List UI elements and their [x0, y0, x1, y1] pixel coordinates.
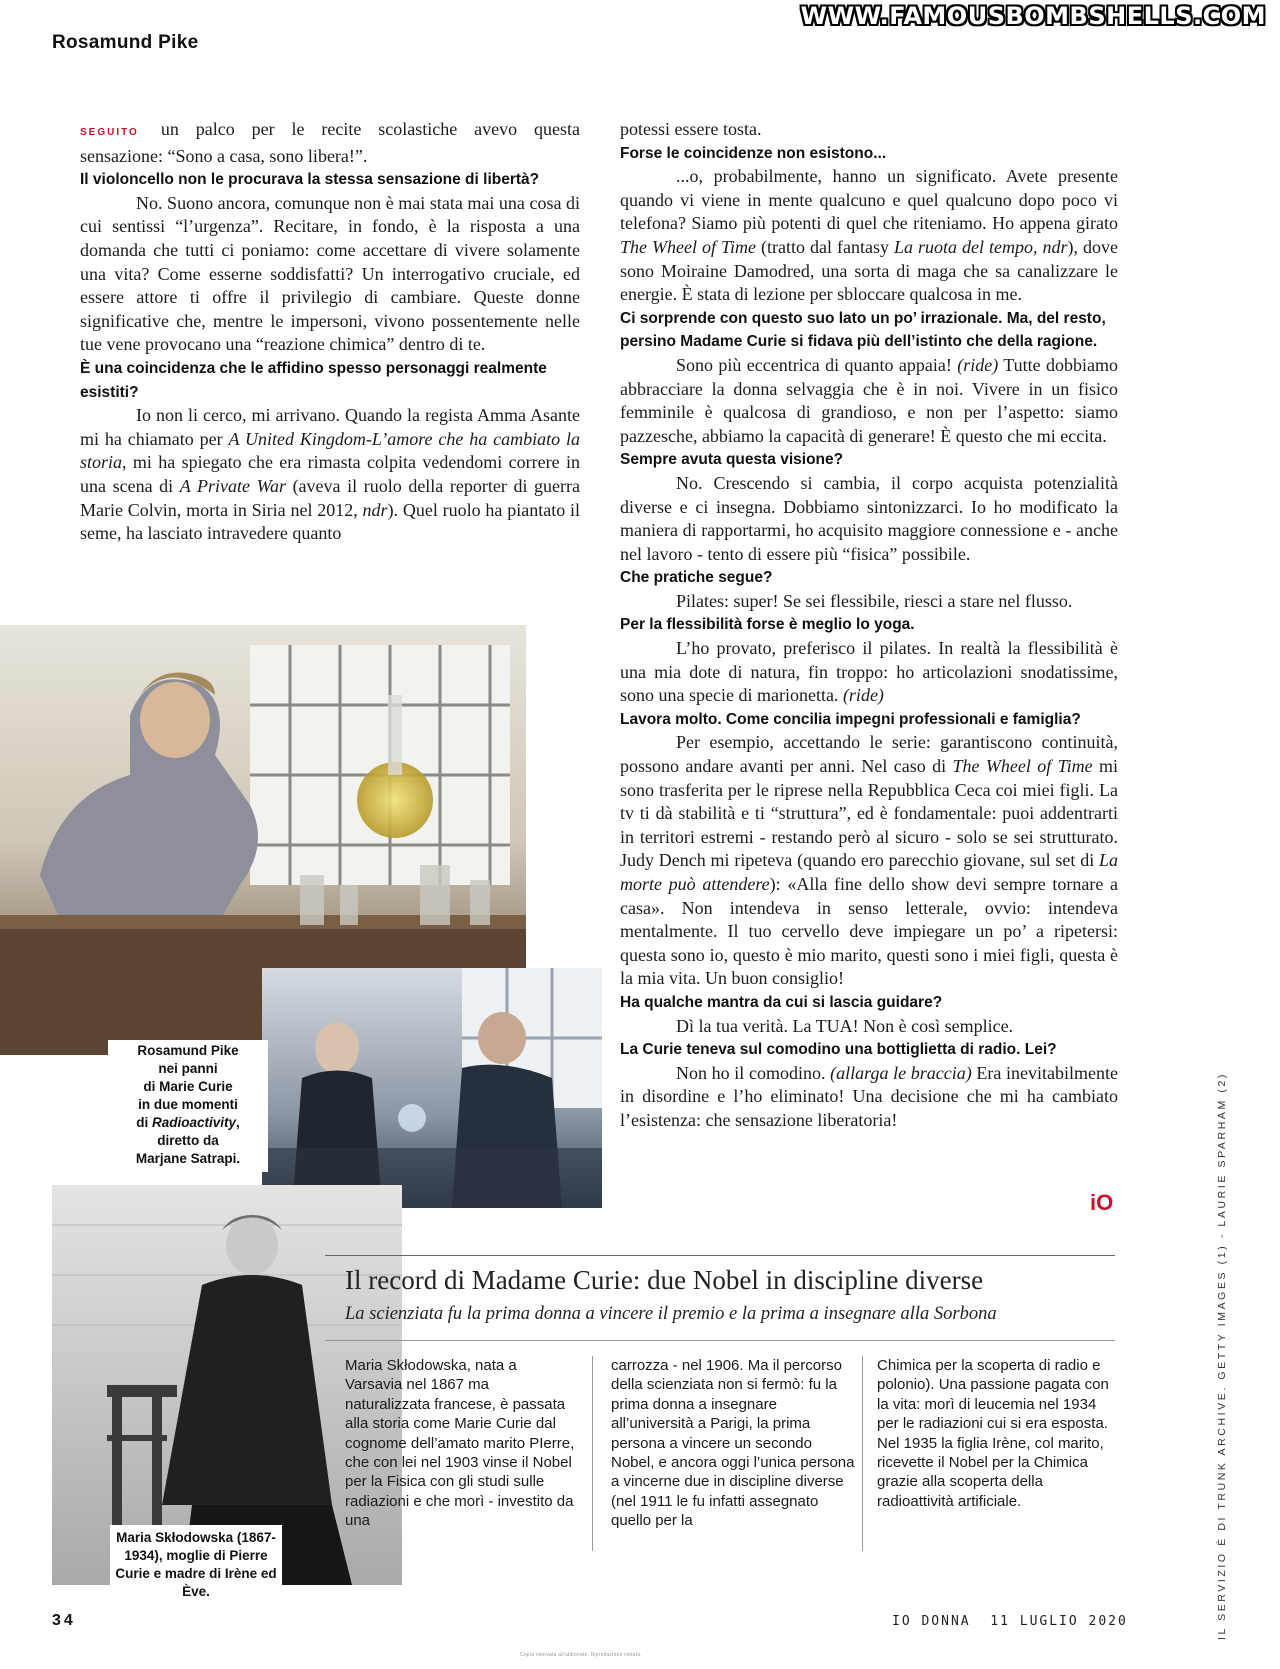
sidebar-box-title: Il record di Madame Curie: due Nobel in discipline diverse	[345, 1265, 984, 1295]
answer-8-text: ): «Alla fine dello show devi sempre tornare a casa». Non intendeva in senso letterale, ovvio: intendeva mentalmente. Il tuo cervello deve impiegare un po’ a ripetersi: questa sono io, questo è mio marito, questi sono i miei figli, questa è la mia vita. Un buon consiglio!	[620, 874, 1118, 989]
section-title: Rosamund Pike	[52, 32, 199, 53]
answer-4-text: Sono più eccentrica di quanto appaia!	[676, 354, 958, 375]
left-p1-text: un palco per le recite scolastiche avevo questa sensazione: “Sono a casa, sono libera!”.	[80, 119, 580, 166]
question-9: Ha qualche mantra da cui si lascia guidare?	[620, 993, 943, 1011]
answer-10-text: Era inevitabilmente in disordine e l’ho eliminato! Una decisione che mi ha cambiato l’esistenza: che sensazione liberatoria!	[620, 1062, 1118, 1130]
io-logo: iO	[1090, 1190, 1114, 1215]
caption-line: di Marie Curie	[143, 1079, 233, 1094]
scene-photo-illustration	[262, 968, 602, 1208]
film-title: La morte può attendere	[620, 850, 1118, 894]
stage-direction: (ride)	[842, 685, 884, 706]
photo-caption-1	[108, 1040, 268, 1172]
question-6: Che pratiche segue?	[620, 569, 773, 587]
caption-line: Marjane Satrapi.	[135, 1151, 241, 1166]
question-5: Sempre avuta questa visione?	[620, 451, 844, 469]
answer-4-text: Tutte dobbiamo abbracciare la donna selvaggia che è in noi. Vivere in un fisico femminile è qualcosa di grandioso, e non per l’aspetto: siamo pazzesche, abbiamo la capacità di generare! È questo che mi eccita.	[620, 354, 1118, 446]
sidebar-box-subtitle: La scienziata fu la prima donna a vincere il premio e la prima a insegnare alla Sorbona	[345, 1304, 997, 1324]
answer-2	[80, 404, 580, 546]
sidebar-col-2: carrozza - nel 1906. Ma il percorso della scienziata non si fermò: fu la prima donna a insegnare all’università a Parigi, la prima persona a vincere un secondo Nobel, e ancora oggi l’unica persona a vincerne due in discipline diverse (nel 1911 le fu infatti assegnato quello per la	[611, 1357, 855, 1530]
question-10: La Curie teneva sul comodino una bottiglietta di radio. Lei?	[620, 1041, 1057, 1059]
answer-1: No. Suono ancora, comunque non è mai stata mai una cosa di cui sentissi “l’urgenza”. Recitare, in fondo, è la risposta a una domanda che tutti ci poniamo: come accettare di vivere solamente una vita? Come esserne soddisfatti? Un interrogativo cruciale, ed essere attore ti offre il privilegio di cambiare. Queste donne significative che, mentre le impersoni, vivono possentemente nelle tue vene provocano una “reazione chimica” dentro di te.	[80, 192, 580, 355]
answer-9: Dì la tua verità. La TUA! Non è così semplice.	[676, 1015, 1014, 1036]
column-divider	[592, 1356, 593, 1551]
answer-2-text: Io non li cerco, mi arrivano. Quando la regista Amma Asante mi ha chiamato per	[80, 405, 580, 449]
fine-print: Copia riservata all'abbonato. Riproduzione vietata.	[520, 1652, 642, 1658]
question-8: Lavora molto. Come concilia impegni professionali e famiglia?	[620, 710, 1081, 728]
answer-8-text: mi sono trasferita per le riprese nella Repubblica Ceca coi miei figli. La tv ti dà stabilità e ti “struttura”, ed è fondamentale: puoi addentrarti in territori estremi - restando però al sicuro - solo se sei strutturato. Judy Dench mi ripeteva (quando ero parecchio giovane, sul set di	[620, 756, 1118, 871]
answer-7	[620, 637, 1118, 708]
seguito-label: SEGUITO	[80, 127, 139, 138]
answer-3-text: (tratto dal fantasy	[756, 236, 894, 257]
answer-7-text: L’ho provato, preferisco il pilates. In realtà la flessibilità è una mia dote di natura, fin troppo: ho articolazioni snodatissime, sono una specie di marionetta.	[620, 638, 1118, 706]
question-7: Per la flessibilità forse è meglio lo yoga.	[620, 616, 915, 634]
sidebar-box-sub-rule	[325, 1340, 1115, 1341]
answer-10-text: Non ho il comodino.	[676, 1062, 831, 1083]
question-1: Il violoncello non le procurava la stessa sensazione di libertà?	[80, 171, 540, 189]
caption-line: in due momenti	[138, 1097, 238, 1112]
photo-caption-2: Maria Skłodowska (1867-1934), moglie di Pierre Curie e madre di Irène ed Ève.	[110, 1525, 282, 1609]
sidebar-box-top-border	[325, 1255, 1115, 1256]
film-title: A United Kingdom-L’amore che ha cambiato la storia	[80, 428, 580, 473]
left-column	[80, 118, 580, 546]
answer-2-text: (aveva il ruolo della reporter di guerra Marie Colvin, morta in Siria nel 2012,	[80, 475, 581, 520]
film-title: Radioactivity	[151, 1115, 236, 1130]
photo-credit: IL SERVIZIO È DI TRUNK ARCHIVE. GETTY IMAGES (1) - LAURIE SPARHAM (2)	[1216, 1072, 1228, 1640]
right-p0: potessi essere tosta.	[620, 119, 762, 139]
sidebar-col-1: Maria Skłodowska, nata a Varsavia nel 1867 ma naturalizzata francese, è passata alla storia come Marie Curie dal cognome dell’amato marito PIerre, che con lei nel 1903 vinse il Nobel per la Fisica con gli studi sulle radiazioni e che morì - investito da una	[345, 1357, 575, 1530]
stage-direction: (allarga le braccia)	[830, 1062, 972, 1083]
answer-2-text: ). Quel ruolo ha piantato il seme, ha lasciato intravedere quanto	[80, 499, 580, 544]
answer-8	[620, 731, 1118, 991]
answer-3-text: ), dove sono Moiraine Damodred, una sorta di maga che sa canalizzare le energie. È stata di lezione per sbloccare qualcosa in me.	[620, 236, 1119, 305]
answer-4	[620, 354, 1118, 448]
caption-text: di	[136, 1115, 152, 1130]
question-4: Ci sorprende con questo suo lato un po’ irrazionale. Ma, del resto, persino Madame Curie si fidava più dell’istinto che della ragione.	[620, 309, 1106, 351]
watermark: WWW.FAMOUSBOMBSHELLS.COM	[800, 2, 1266, 30]
caption-line: diretto da	[157, 1133, 219, 1148]
caption-line: Rosamund Pike	[137, 1043, 239, 1058]
film-title: A Private War	[179, 475, 286, 496]
caption-line: di Radioactivity,	[136, 1115, 240, 1130]
magazine-footer: IO DONNA 11 LUGLIO 2020	[892, 1614, 1128, 1629]
answer-8-text: Per esempio, accettando le serie: garantiscono continuità, possono andare avanti per anni. Nel caso di	[620, 732, 1118, 777]
answer-3	[620, 165, 1118, 307]
sidebar-col-3: Chimica per la scoperta di radio e polonio). Una passione pagata con la vita: morì di leucemia nel 1934 per le radiazioni cui si era esposta. Nel 1935 la figlia Irène, col marito, ricevette il Nobel per la Chimica grazie alla scoperta della radioattività artificiale.	[877, 1357, 1109, 1510]
left-p1	[80, 118, 580, 168]
answer-5: No. Crescendo si cambia, il corpo acquista potenzialità diverse e ci insegna. Dobbiamo sintonizzarci. Io ho modificato la maniera di rapportarmi, ho acquisito maggiore connessione e - anche nel lavoro - tento di essere più “fisica” possibile.	[620, 472, 1118, 564]
answer-6: Pilates: super! Se sei flessibile, riesci a stare nel flusso.	[676, 590, 1073, 611]
right-column	[620, 118, 1118, 1133]
answer-3-text: ...o, probabilmente, hanno un significato. Avete presente quando vi viene in mente qualcuno e quel qualcuno dopo poco vi telefona? Siamo più potenti di quel che riteniamo. Ho appena girato	[620, 166, 1118, 234]
question-2: È una coincidenza che le affidino spesso personaggi realmente esistiti?	[80, 359, 547, 401]
column-divider	[862, 1356, 863, 1551]
scene-photo	[262, 968, 602, 1208]
series-title: The Wheel of Time	[952, 756, 1093, 777]
stage-direction: (ride)	[957, 354, 999, 375]
series-title: The Wheel of Time	[620, 236, 756, 257]
book-title: La ruota del tempo, ndr	[893, 236, 1068, 257]
ndr-note: ndr	[362, 499, 388, 520]
answer-2-text: , mi ha spiegato che era rimasta colpita vedendomi correre in una scena di	[80, 452, 580, 496]
answer-10	[620, 1062, 1118, 1133]
caption-line: nei panni	[158, 1061, 218, 1076]
page-number: 34	[52, 1612, 76, 1629]
question-3: Forse le coincidenze non esistono...	[620, 144, 887, 162]
